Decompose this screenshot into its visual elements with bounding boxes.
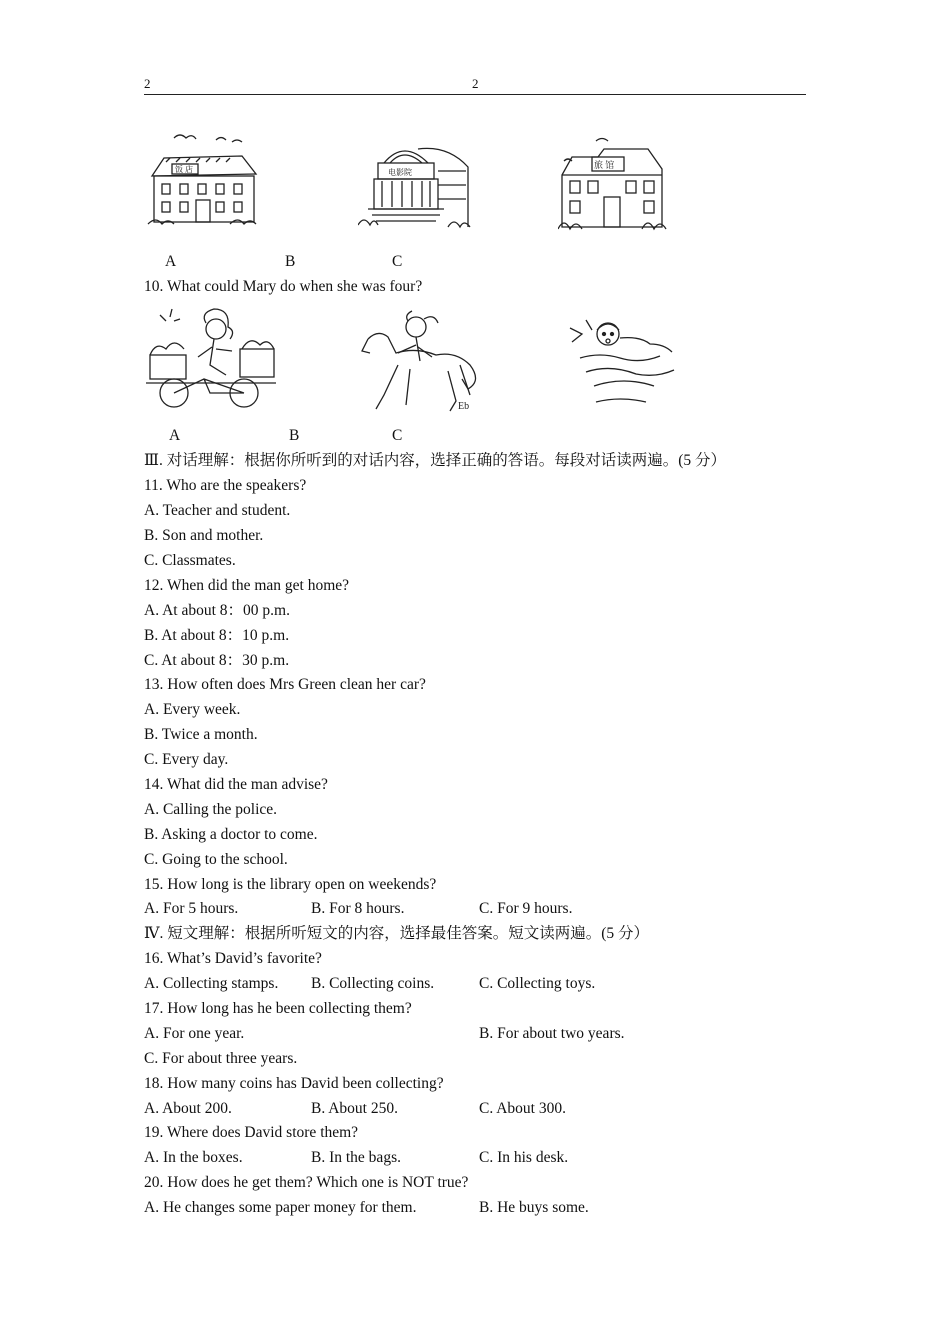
q15-option-b: B. For 8 hours. [311,900,405,917]
q17-options [144,1025,806,1043]
hotel-building-icon [558,135,672,235]
page-number-left: 2 [144,76,151,91]
q16-option-b: B. Collecting coins. [311,975,435,992]
q10-option-c: C [392,427,403,444]
q18-question: 18. How many coins has David been collecting? [144,1075,444,1092]
q20-options [144,1199,806,1217]
q18-option-a: A. About 200. [144,1100,232,1117]
q17-question: 17. How long has he been collecting them? [144,1000,412,1017]
q14-option-c: C. Going to the school. [144,851,288,868]
q19-option-a: A. In the boxes. [144,1149,243,1166]
q19-option-b: B. In the bags. [311,1149,401,1166]
q9-option-a: A [165,253,177,270]
q10-option-a: A [169,427,181,444]
q19-option-c: C. In his desk. [479,1149,569,1166]
q9-option-c: C [392,253,403,270]
q18-option-b: B. About 250. [311,1100,398,1117]
q20-option-a: A. He changes some paper money for them. [144,1199,417,1216]
q13-option-a: A. Every week. [144,701,241,718]
q11-option-b: B. Son and mother. [144,527,264,544]
q10-option-b: B [289,427,300,444]
section3-title: Ⅲ. 对话理解：根据你所听到的对话内容，选择正确的答语。每段对话读两遍。(5 分） [144,452,726,469]
q13-question: 13. How often does Mrs Green clean her car? [144,676,426,693]
svg-text:饭 店: 饭 店 [175,165,193,174]
q16-options [144,975,806,993]
q11-option-c: C. Classmates. [144,552,236,569]
q12-option-c: C. At about 8：30 p.m. [144,652,290,669]
q17-option-a: A. For one year. [144,1025,245,1042]
restaurant-building-icon [146,128,260,232]
svg-text:Eb: Eb [458,401,470,412]
q20-option-b: B. He buys some. [479,1199,589,1216]
q11-question: 11. Who are the speakers? [144,477,307,494]
page-header [144,76,806,95]
q13-option-b: B. Twice a month. [144,726,258,743]
q15-question: 15. How long is the library open on weekends? [144,876,437,893]
q18-option-c: C. About 300. [479,1100,566,1117]
q15-options [144,900,806,918]
q10-question: 10. What could Mary do when she was four? [144,278,423,295]
q19-question: 19. Where does David store them? [144,1124,359,1141]
q18-options [144,1100,806,1118]
q13-option-c: C. Every day. [144,751,229,768]
q11-option-a: A. Teacher and student. [144,502,291,519]
svg-text:电影院: 电影院 [388,168,412,177]
q14-question: 14. What did the man advise? [144,776,328,793]
q12-option-b: B. At about 8：10 p.m. [144,627,290,644]
q17-option-b: B. For about two years. [479,1025,625,1042]
q14-option-b: B. Asking a doctor to come. [144,826,318,843]
girl-riding-horse-icon [358,305,484,415]
q15-option-a: A. For 5 hours. [144,900,239,917]
q12-question: 12. When did the man get home? [144,577,350,594]
section4-title: Ⅳ. 短文理解：根据所听短文的内容，选择最佳答案。短文读两遍。(5 分） [144,925,650,942]
q9-option-b: B [285,253,296,270]
q12-option-a: A. At about 8：00 p.m. [144,602,290,619]
q16-option-a: A. Collecting stamps. [144,975,279,992]
q19-options [144,1149,806,1167]
girl-riding-bike-icon [146,305,276,411]
child-swimming-icon [566,314,680,410]
q17-option-c: C. For about three years. [144,1050,298,1067]
svg-text:旅 馆: 旅 馆 [594,160,615,170]
q16-question: 16. What’s David’s favorite? [144,950,322,967]
q20-question: 20. How does he get them? Which one is NOT true? [144,1174,469,1191]
q14-option-a: A. Calling the police. [144,801,278,818]
page-number-center: 2 [472,76,479,91]
q16-option-c: C. Collecting toys. [479,975,596,992]
theater-building-icon [358,135,472,235]
q15-option-c: C. For 9 hours. [479,900,573,917]
